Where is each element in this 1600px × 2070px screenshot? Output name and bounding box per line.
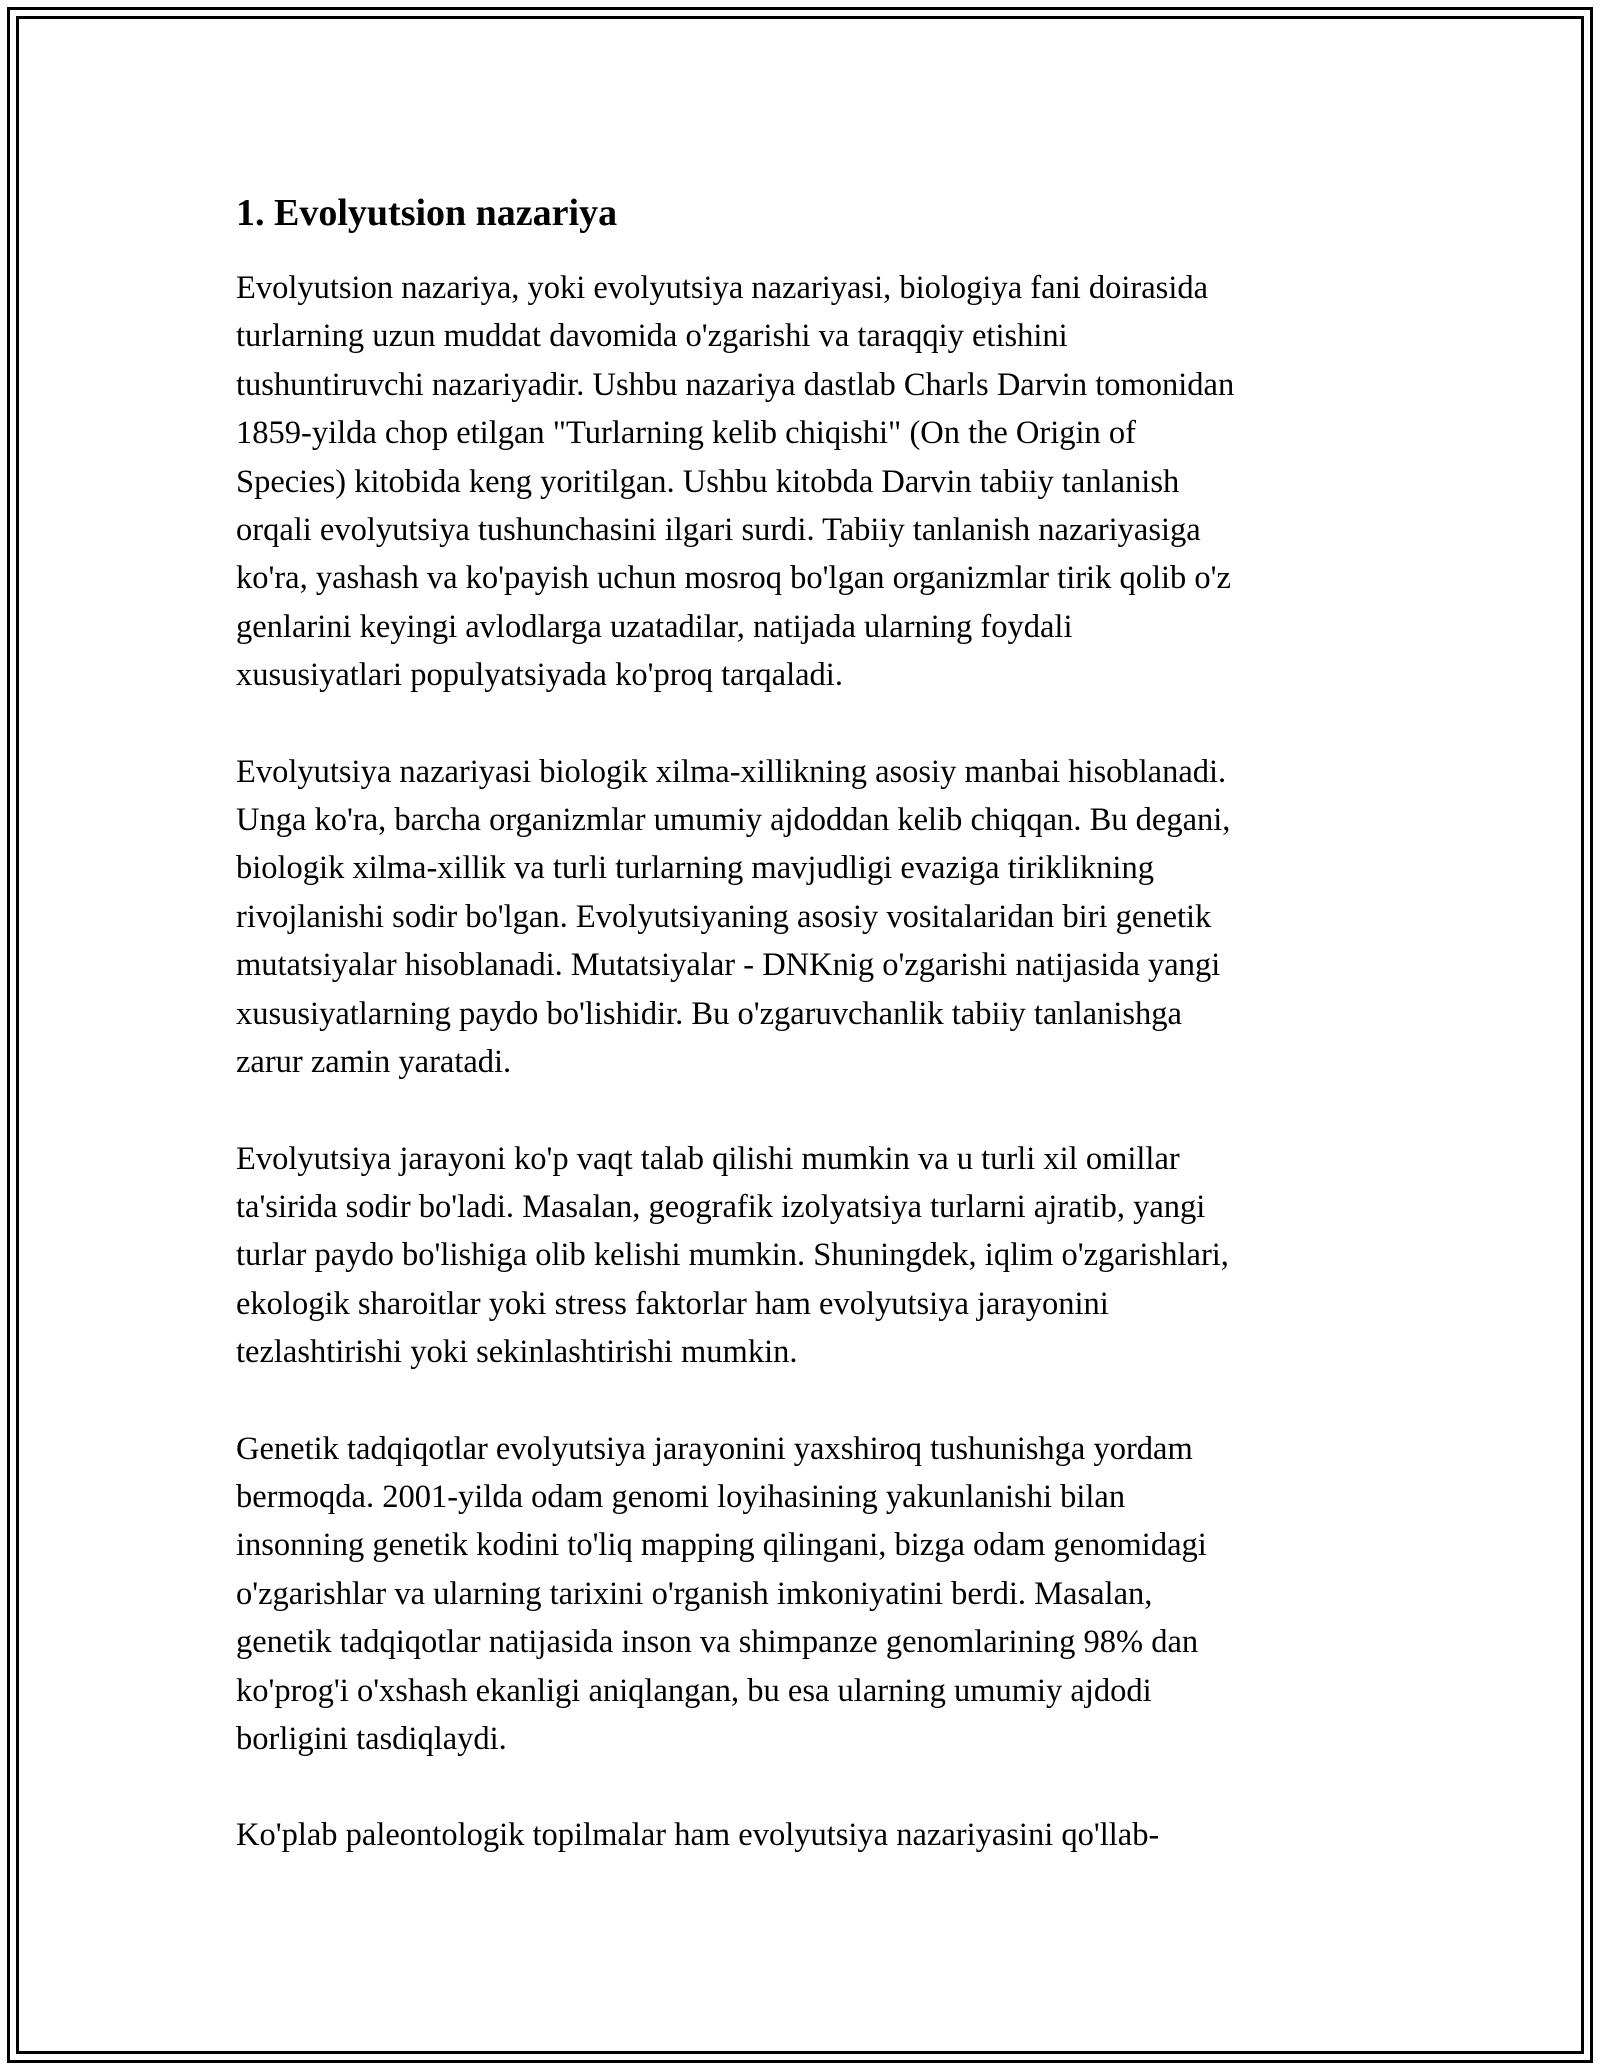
paragraph-3: Evolyutsiya jarayoni ko'p vaqt talab qilishi mumkin va u turli xil omillar ta'sirida sodir bo'ladi. Masalan, geografik izolyatsiya turlarni ajratib, yangi turlar paydo bo'lishiga olib kelishi mumkin. Shuningdek, iqlim o'zgarishlari, ekologik sharoitlar yoki stress faktorlar ham evolyutsiya jarayonini tezlashtirishi yoki sekinlashtirishi mumkin. xyxy=(236,1140,1229,1371)
paragraph-1: Evolyutsion nazariya, yoki evolyutsiya nazariyasi, biologiya fani doirasida turlarning uzun muddat davomida o'zgarishi va taraqqiy etishini tushuntiruvchi nazariyadir. Ushbu nazariya dastlab Charls Darvin tomonidan 1859-yilda chop etilgan "Turlarning kelib chiqishi" (On the Origin of Species) kitobida keng yoritilgan. Ushbu kitobda Darvin tabiiy tanlanish orqali evolyutsiya tushunchasini ilgari surdi. Tabiiy tanlanish nazariyasiga ko'ra, yashash va ko'payish uchun mosroq bo'lgan organizmlar tirik qolib o'z genlarini keyingi avlodlarga uzatadilar, natijada ularning foydali xususiyatlari populyatsiyada ko'proq tarqaladi. xyxy=(236,270,1235,694)
paragraph-2: Evolyutsiya nazariyasi biologik xilma-xillikning asosiy manbai hisoblanadi. Unga ko'ra, barcha organizmlar umumiy ajdoddan kelib chiqqan. Bu degani, biologik xilma-xillik va turli turlarning mavjudligi evaziga tiriklikning rivojlanishi sodir bo'lgan. Evolyutsiyaning asosiy vositalaridan biri genetik mutatsiyalar hisoblanadi. Mutatsiyalar - DNKnig o'zgarishi natijasida yangi xususiyatlarning paydo bo'lishidir. Bu o'zgaruvchanlik tabiiy tanlanishga zarur zamin yaratadi. xyxy=(236,753,1231,1081)
paragraph-5: Ko'plab paleontologik topilmalar ham evolyutsiya nazariyasini qo'llab- xyxy=(236,1817,1160,1854)
paragraph-4: Genetik tadqiqotlar evolyutsiya jarayonini yaxshiroq tushunishga yordam bermoqda. 2001-yilda odam genomi loyihasining yakunlanishi bilan insonning genetik kodini to'liq mapping qilingani, bizga odam genomidagi o'zgarishlar va ularning tarixini o'rganish imkoniyatini berdi. Masalan, genetik tadqiqotlar natijasida inson va shimpanze genomlarining 98% dan ko'prog'i o'xshash ekanligi aniqlangan, bu esa ularning umumiy ajdodi borligini tasdiqlaydi. xyxy=(236,1430,1207,1757)
section-heading: 1. Evolyutsion nazariya xyxy=(236,192,618,234)
document-body xyxy=(236,190,1376,1908)
